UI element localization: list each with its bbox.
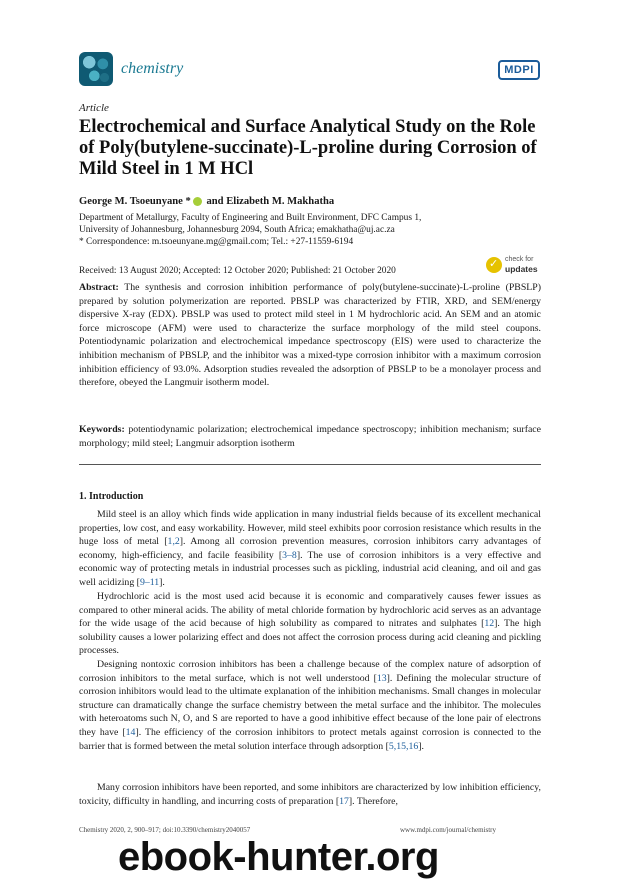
- citation-link[interactable]: 17: [339, 795, 349, 807]
- text-run: ]. The efficiency of the corrosion inhibitors to protect metals against corrosion is connected to the barrier that is formed between the metal solution interface through adsorption [: [79, 726, 541, 752]
- check-label-top: check for: [505, 256, 534, 263]
- footer-url[interactable]: www.mdpi.com/journal/chemistry: [400, 826, 496, 834]
- text-run: ]. Defining the molecular structure of corrosion inhibitors would lead to the ultimate explanation of the inhibition mechanisms. Small changes in molecular structure can dramatically change the surface chemistry between the metal surface and the inhibitor. The molecules with heteroatoms such N, O, and S are reported to have a good inhibitive effect because of the lone pair of electrons they have [: [79, 672, 541, 738]
- citation-link[interactable]: 13: [376, 672, 387, 684]
- keywords: [79, 423, 541, 450]
- abstract-label: Abstract:: [79, 282, 119, 293]
- paragraph-4: [79, 781, 541, 808]
- check-label-bottom: updates: [505, 264, 538, 274]
- text-run: Many corrosion inhibitors have been reported, and some inhibitors are characterized by low inhibition efficiency, toxicity, difficulty in handling, and incurring costs of preparation [: [79, 782, 541, 807]
- text-run: Mild steel is an alloy which finds wide application in many industrial fields because of its excellent mechanical properties, low cost, and easy workability. However, mild steel exhibits poor corrosion resistance which results in the huge loss of metal [: [79, 509, 541, 548]
- keywords-label: Keywords:: [79, 424, 125, 435]
- affiliation-line-1: Department of Metallurgy, Faculty of Engineering and Built Environment, DFC Campus 1,: [79, 213, 422, 223]
- citation-link[interactable]: 12: [484, 618, 495, 630]
- author-2: and Elizabeth M. Makhatha: [206, 196, 335, 207]
- section-heading: 1. Introduction: [79, 491, 144, 502]
- abstract: [79, 281, 541, 390]
- watermark: ebook-hunter.org: [118, 835, 439, 879]
- keywords-text: potentiodynamic polarization; electrochemical impedance spectroscopy; inhibition mechanism; surface morphology; mild steel; Langmuir adsorption isotherm: [79, 424, 542, 449]
- publisher-name: MDPI: [504, 64, 534, 76]
- text-run: ].: [159, 576, 165, 588]
- check-icon: [486, 257, 502, 273]
- orcid-icon[interactable]: [193, 197, 202, 206]
- article-type: Article: [79, 102, 109, 114]
- journal-name: chemistry: [121, 60, 184, 77]
- text-run: ]. Among all corrosion prevention measures, corrosion inhibitors carry advantages of economy, high-efficiency, and facile feasibility [: [79, 536, 541, 561]
- text-run: Hydrochloric acid is the most used acid because it is economic and comparatively causes fewer issues as compared to other mineral acids. The ability of metal chloride formation by hydrochloric acid serves as an advantage for the wide usage of the acid because of high solubility as compared to nitrates and sulphates [: [79, 591, 541, 630]
- citation-link[interactable]: 9–11: [139, 576, 160, 588]
- footer-citation: Chemistry 2020, 2, 900–917; doi:10.3390/chemistry2040057: [79, 826, 251, 834]
- section-divider: [79, 464, 541, 465]
- publisher-logo: [498, 60, 540, 80]
- check-for-updates-badge[interactable]: [486, 256, 544, 276]
- paragraph-1: [79, 508, 541, 590]
- citation-link[interactable]: 1,2: [167, 536, 180, 548]
- abstract-text: The synthesis and corrosion inhibition performance of poly(butylene-succinate)-L-proline (PBSLP) prepared by solution polymerization are reported. PBSLP was characterized by FTIR, XRD, and SEM/energy dispersive X-ray (EDX). PBSLP was used to protect mild steel in 1 M hydrochloric acid. An SEM and an atomic force microscope (AFM) were used to characterize the surface morphology of the mild steel coupons. Potentiodynamic polarization and electrochemical impedance spectroscopy (EIS) were used to characterize the inhibition mechanism of PBSLP, and the inhibitor was a mixed-type corrosion inhibitor with a maximum corrosion inhibition efficiency of 93.0%. Adsorption studies revealed the adsorption of PBSLP to be a monolayer process and therefore, obeyed the Langmuir isotherm model.: [79, 282, 541, 389]
- journal-logo: [79, 52, 113, 86]
- paragraph-2: [79, 590, 541, 658]
- correspondence: * Correspondence: m.tsoeunyane.mg@gmail.com; Tel.: +27-11559-6194: [79, 237, 354, 247]
- citation-link[interactable]: 14: [125, 726, 136, 738]
- citation-link[interactable]: 3–8: [282, 549, 297, 561]
- text-run: ]. The use of corrosion inhibitors is a very effective and economic way of protecting metals in industrial processes such as pickling, industrial acid cleaning, and oil and gas well acidizing [: [79, 549, 542, 588]
- paper-title: Electrochemical and Surface Analytical Study on the Role of Poly(butylene-succinate)-L-proline during Corrosion of Mild Steel in 1 M HCl: [79, 117, 537, 179]
- text-run: Designing nontoxic corrosion inhibitors has been a challenge because of the complex nature of adsorption of corrosion inhibitors to the metal surface, which is not well understood [: [79, 659, 541, 684]
- author-1: George M. Tsoeunyane *: [79, 196, 191, 207]
- authors: [79, 196, 334, 207]
- affiliation-line-2: University of Johannesburg, Johannesburg 2094, South Africa; emakhatha@uj.ac.za: [79, 225, 395, 235]
- text-run: ].: [418, 740, 424, 752]
- publication-dates: Received: 13 August 2020; Accepted: 12 October 2020; Published: 21 October 2020: [79, 266, 396, 276]
- text-run: ]. The high solubility causes a lower polarizing effect and does not affect the corrosion process during acid cleaning and pickling processes.: [79, 618, 541, 657]
- citation-link[interactable]: 5,15,16: [388, 740, 419, 752]
- text-run: ]. Therefore,: [348, 795, 398, 807]
- paragraph-3: [79, 658, 541, 753]
